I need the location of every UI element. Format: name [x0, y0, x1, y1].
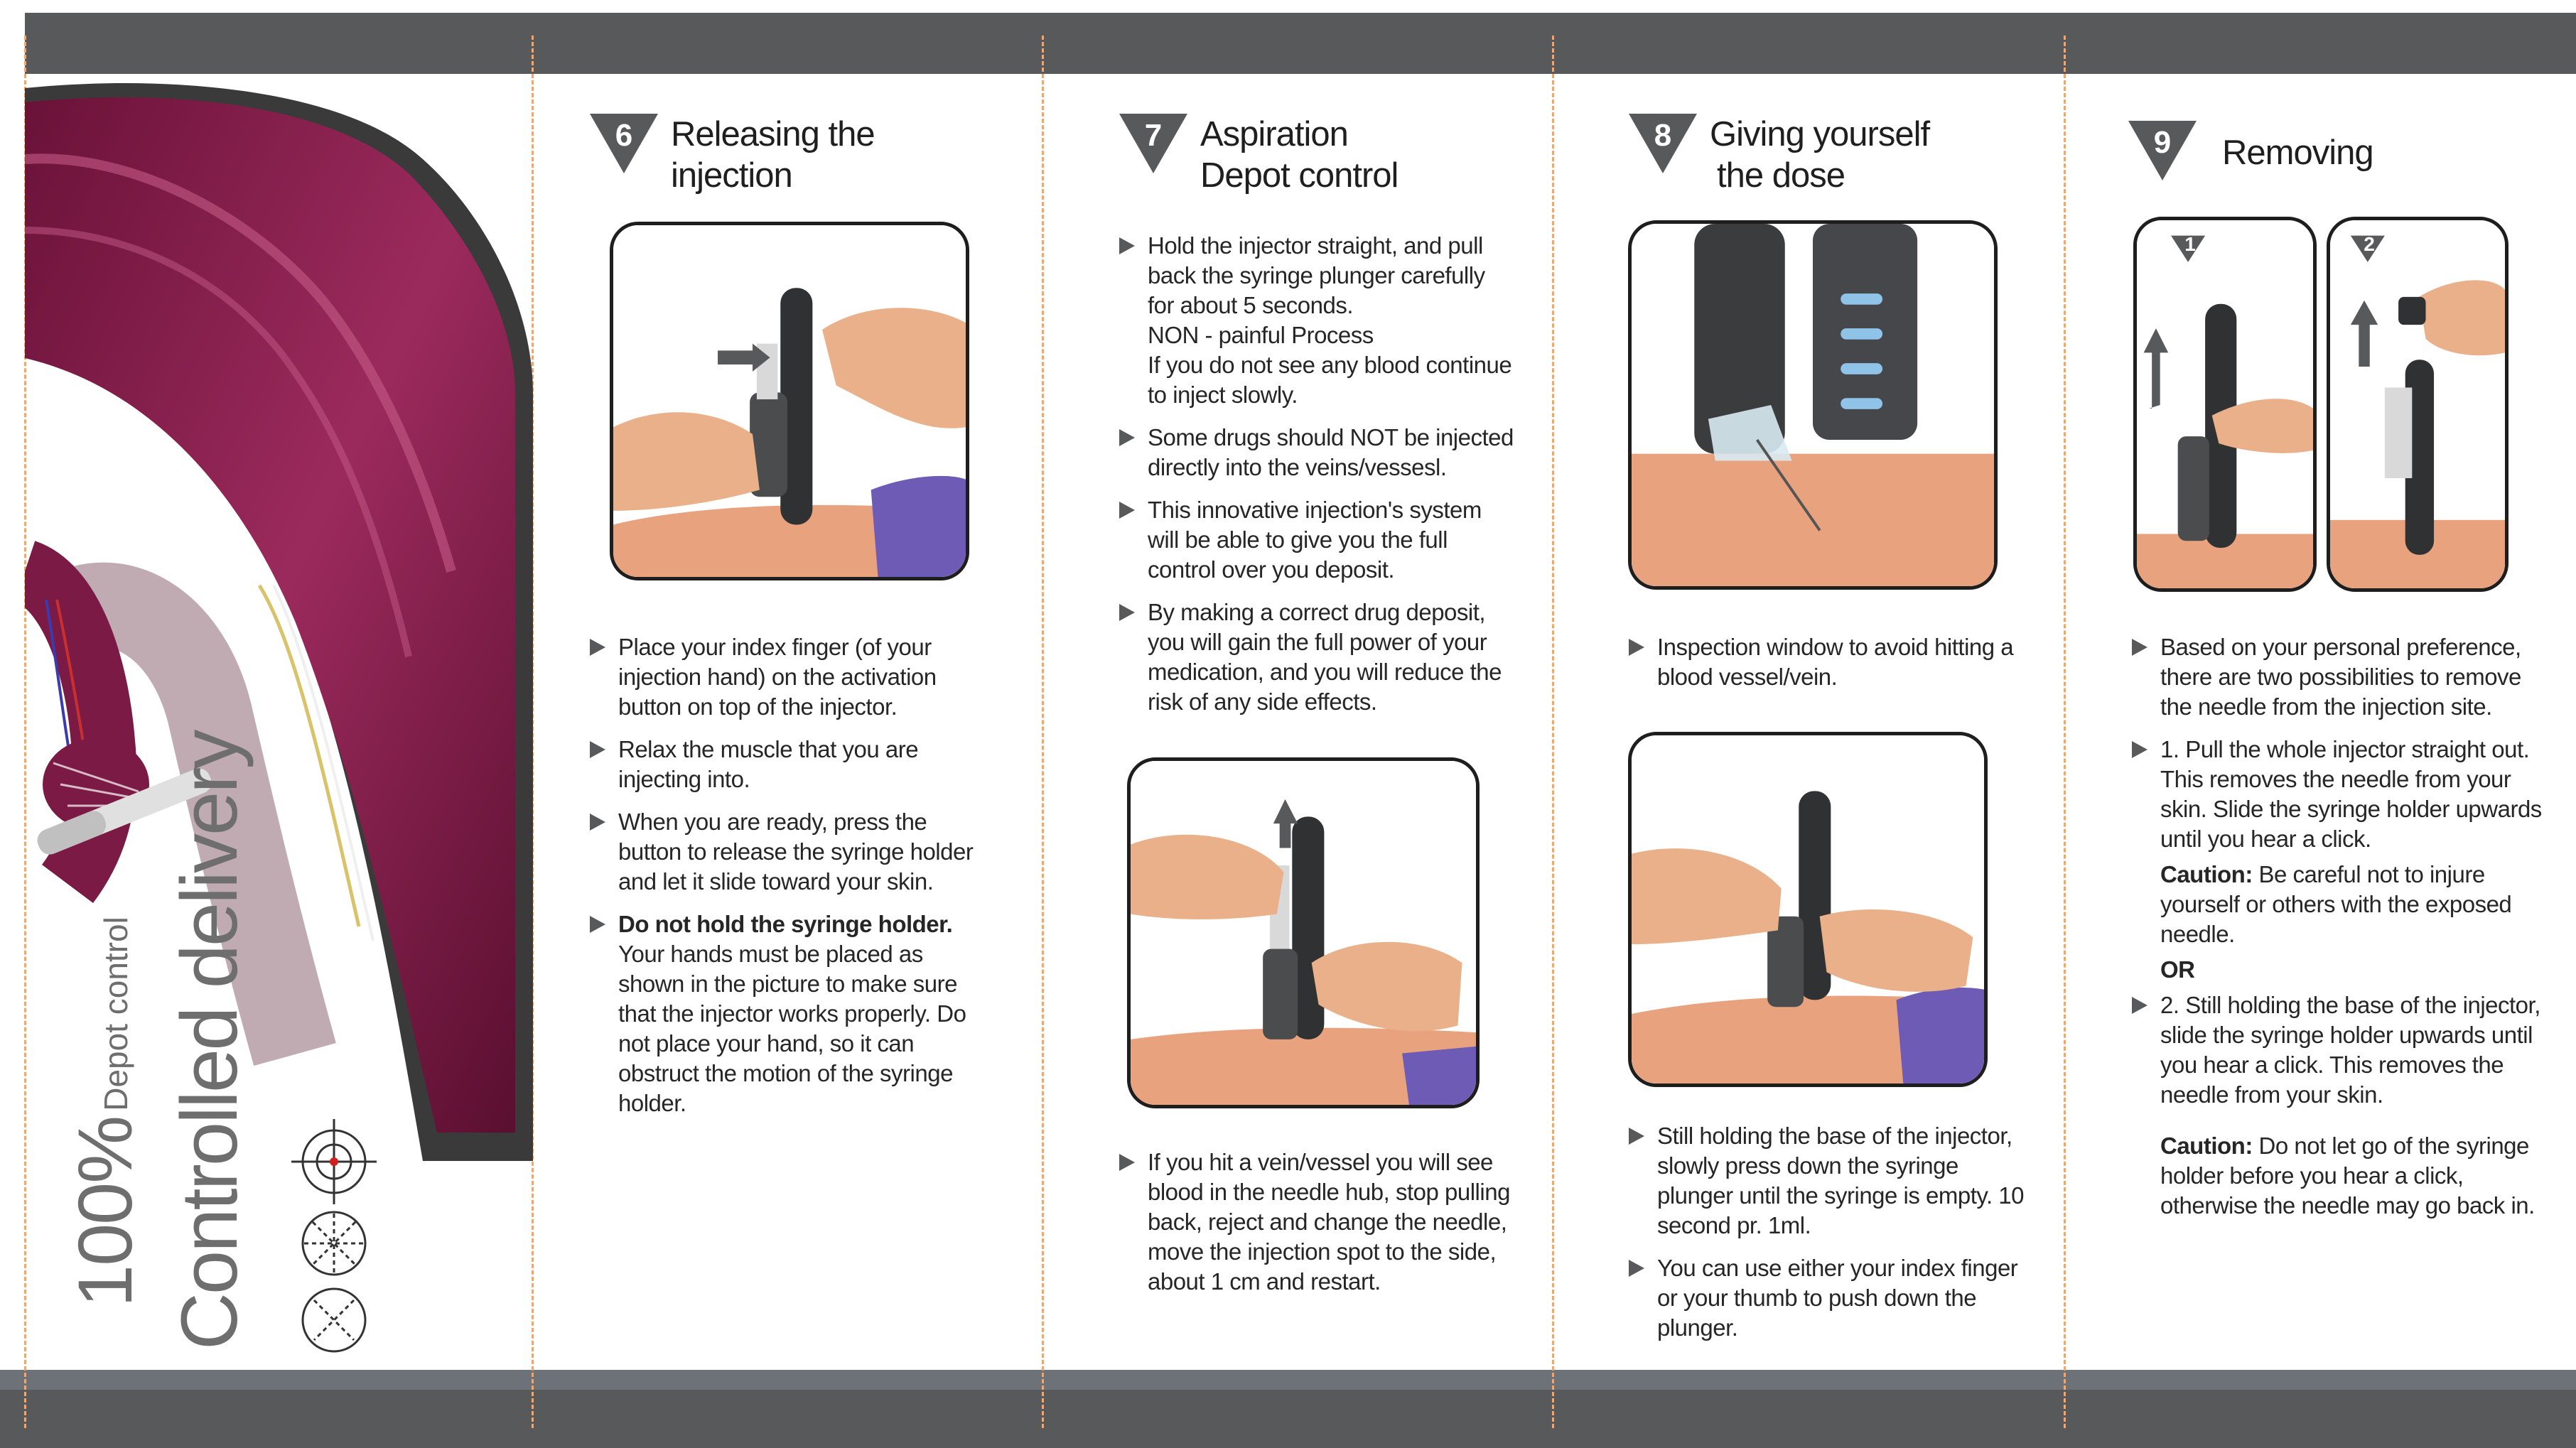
- fold-line: [1042, 36, 1044, 1428]
- warning-title: Do not hold the syringe holder.: [618, 911, 953, 937]
- step-text: If you hit a vein/vessel you will see blood in the needle hub, stop pulling back, reject and change the needle, move the injection spot to the side, about 1 cm and restart.: [1119, 1147, 1517, 1297]
- step-text: When you are ready, press the button to release the syringe holder and let it slide toward your skin.: [590, 807, 988, 897]
- panel-7-heading: [1119, 114, 1398, 196]
- step-text: Inspection window to avoid hitting a blood vessel/vein.: [1629, 632, 2027, 692]
- panel-title: [1200, 114, 1398, 196]
- crosshair-icon: [291, 1119, 377, 1204]
- step-text-part: Hold the injector straight, and pull back the syringe plunger carefully for about 5 seconds.: [1148, 232, 1485, 318]
- panel-9-steps: [2132, 632, 2551, 1233]
- caution-text: Do not let go of the syringe holder before you hear a click, otherwise the needle may go back in.: [2160, 1133, 2535, 1219]
- photo-aspiration: [1127, 757, 1480, 1108]
- panel-title-line: Aspiration: [1200, 115, 1348, 153]
- step-text: You can use either your index finger or your thumb to push down the plunger.: [1629, 1253, 2030, 1343]
- warning-step: [590, 909, 988, 1118]
- step-text: Based on your personal preference, there are two possibilities to remove the needle from the injection site.: [2132, 632, 2551, 722]
- step-badge: [590, 114, 658, 173]
- step-text: 2. Still holding the base of the injector, slide the syringe holder upwards until you hear a click. This removes the needle from your skin.: [2132, 990, 2551, 1110]
- fold-line: [1552, 36, 1554, 1428]
- step-text-highlight: NON - painful Process: [1148, 322, 1374, 348]
- step-text: Relax the muscle that you are injecting into.: [590, 735, 988, 794]
- or-label: OR: [2160, 956, 2195, 983]
- step-text: Some drugs should NOT be injected directly into the veins/vessesl.: [1119, 423, 1514, 482]
- photo-remove-option-2: [2327, 217, 2508, 592]
- step-badge: [2128, 121, 2197, 180]
- bottom-stripe: [0, 1370, 2576, 1390]
- panel-8-heading: [1629, 114, 1929, 196]
- caution-note: [2132, 1131, 2551, 1221]
- fold-line: [2064, 36, 2066, 1428]
- cross-target-icon: [298, 1285, 370, 1356]
- cover-percent-block: [60, 917, 149, 1307]
- step-text: Place your index finger (of your injection hand) on the activation button on top of the injector.: [590, 632, 988, 722]
- step-number: 6: [615, 118, 633, 153]
- panel-title: [671, 114, 875, 196]
- sub-step-number: 2: [2364, 233, 2375, 255]
- step-text: [1119, 231, 1514, 410]
- panel-title-line: Depot control: [1200, 156, 1399, 195]
- panel-8-steps-top: [1629, 632, 2027, 705]
- step-number: 9: [2153, 125, 2172, 160]
- step-number: 7: [1144, 118, 1163, 153]
- step-text: By making a correct drug deposit, you will gain the full power of your medication, and you will reduce the risk of any side effects.: [1119, 598, 1514, 717]
- photo-inspection-window: [1628, 220, 1998, 590]
- cover-percent: 100%: [62, 1116, 148, 1307]
- photo-giving-dose: [1628, 732, 1988, 1087]
- step-text: Still holding the base of the injector, slowly press down the syringe plunger until the syringe is empty. 10 second pr. 1ml.: [1629, 1121, 2030, 1241]
- step-text-part: If you do not see any blood continue to inject slowly.: [1148, 352, 1512, 408]
- caution-text: Be careful not to injure yourself or others with the exposed needle.: [2160, 861, 2512, 947]
- step-text: This innovative injection's system will be able to give you the full control over you deposit.: [1119, 495, 1514, 585]
- panel-7-steps-top: [1119, 231, 1514, 730]
- warning-text: Your hands must be placed as shown in the picture to make sure that the injector works properly. Do not place your hand, so it can obstruct the motion of the syringe holder.: [618, 941, 966, 1116]
- step-badge: [1629, 114, 1697, 173]
- cover-title: Controlled delivery: [165, 731, 254, 1350]
- panel-9-heading: [2128, 121, 2373, 180]
- panel-7-steps-bottom: [1119, 1147, 1517, 1309]
- panel-title-line: Giving yourself: [1710, 115, 1930, 153]
- panel-6-steps: [590, 632, 988, 1131]
- panel-8-steps-bottom: [1629, 1121, 2030, 1356]
- caution-note: [2132, 860, 2551, 949]
- panel-title: Removing: [2222, 134, 2373, 172]
- photo-remove-option-1: [2133, 217, 2317, 592]
- panel-title: [1710, 114, 1929, 196]
- cover-subtitle: Depot control: [97, 917, 134, 1111]
- panel-title-line: Releasing the: [671, 115, 875, 153]
- sub-step-number: 1: [2184, 233, 2196, 255]
- panel-6-heading: [590, 114, 875, 196]
- step-number: 8: [1654, 118, 1672, 153]
- top-bar: [25, 13, 2576, 74]
- step-badge: [1119, 114, 1187, 173]
- panel-title-line: injection: [671, 156, 792, 195]
- panel-title-line: the dose: [1717, 156, 1845, 195]
- caution-label: Caution:: [2160, 861, 2253, 887]
- photo-release-injection: [610, 222, 969, 580]
- step-text: 1. Pull the whole injector straight out. This removes the needle from your skin. Slide the syringe holder upwards until you hear a click.: [2132, 735, 2551, 854]
- caution-label: Caution:: [2160, 1133, 2253, 1159]
- radial-target-icon: [298, 1208, 370, 1279]
